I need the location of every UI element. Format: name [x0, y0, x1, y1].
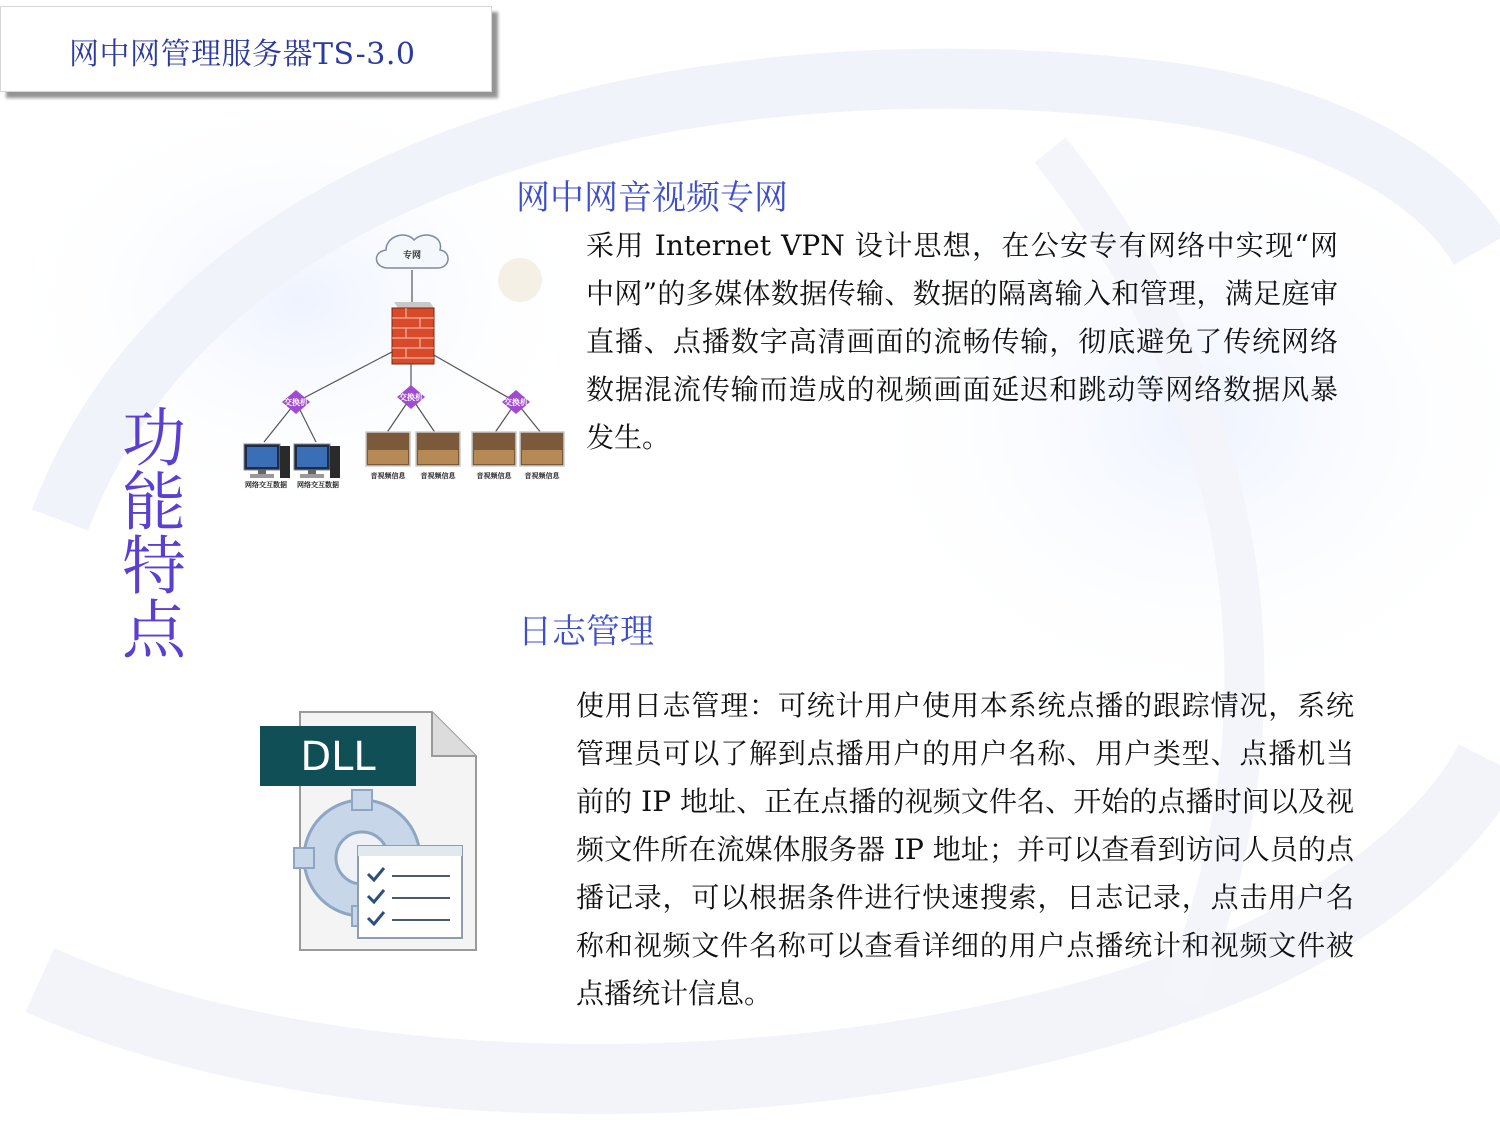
av-label: 音视频信息 [370, 472, 406, 480]
switch-icon-left [282, 390, 310, 414]
dll-label: DLL [300, 734, 376, 780]
network-diagram [236, 222, 571, 497]
av-label: 音视频信息 [420, 472, 456, 480]
svg-text:交换机: 交换机 [504, 398, 528, 407]
switch-icon-right [502, 390, 530, 414]
pc-label: 网络交互数据 [245, 481, 287, 489]
page-title: 网中网管理服务器TS-3.0 [69, 37, 416, 72]
checklist-icon [358, 846, 462, 938]
pc-label: 网络交互数据 [297, 481, 339, 489]
switch-icon-middle [397, 385, 425, 409]
svg-text:交换机: 交换机 [284, 398, 308, 407]
title-banner [0, 6, 492, 92]
section-paragraph-log-management: 使用日志管理：可统计用户使用本系统点播的跟踪情况，系统管理员可以了解到点播用户的用户名称、用户类型、点播机当前的 IP 地址、正在点播的视频文件名、开始的点播时间以及视频文件所在流媒体服务器 IP 地址；并可以查看到访问人员的点播记录，可以根据条件进行快速搜索，日志记录，点击用户名称和视频文件名称可以查看详细的用户点播统计和视频文件被点播统计信息。 [576, 689, 1354, 1010]
firewall-icon [392, 302, 434, 364]
cloud-icon [376, 235, 448, 268]
svg-text:交换机: 交换机 [399, 393, 423, 402]
side-title: 功能特点 [111, 404, 185, 660]
cloud-label: 专网 [402, 251, 422, 261]
computer-icon [244, 444, 290, 478]
section-paragraph-av-network: 采用 Internet VPN 设计思想，在公安专有网络中实现“网中网”的多媒体数据传输、数据的隔离输入和管理，满足庭审直播、点播数字高清画面的流畅传输，彻底避免了传统网络数据混流传输而造成的视频画面延迟和跳动等网络数据风暴发生。 [586, 229, 1338, 454]
dll-file-icon [254, 708, 484, 958]
av-label: 音视频信息 [524, 472, 560, 480]
computer-icon [294, 444, 340, 478]
section-heading-log-management: 日志管理 [518, 612, 654, 652]
av-label: 音视频信息 [476, 472, 512, 480]
video-thumbnail-icon [366, 432, 564, 466]
section-heading-av-network: 网中网音视频专网 [516, 178, 788, 218]
